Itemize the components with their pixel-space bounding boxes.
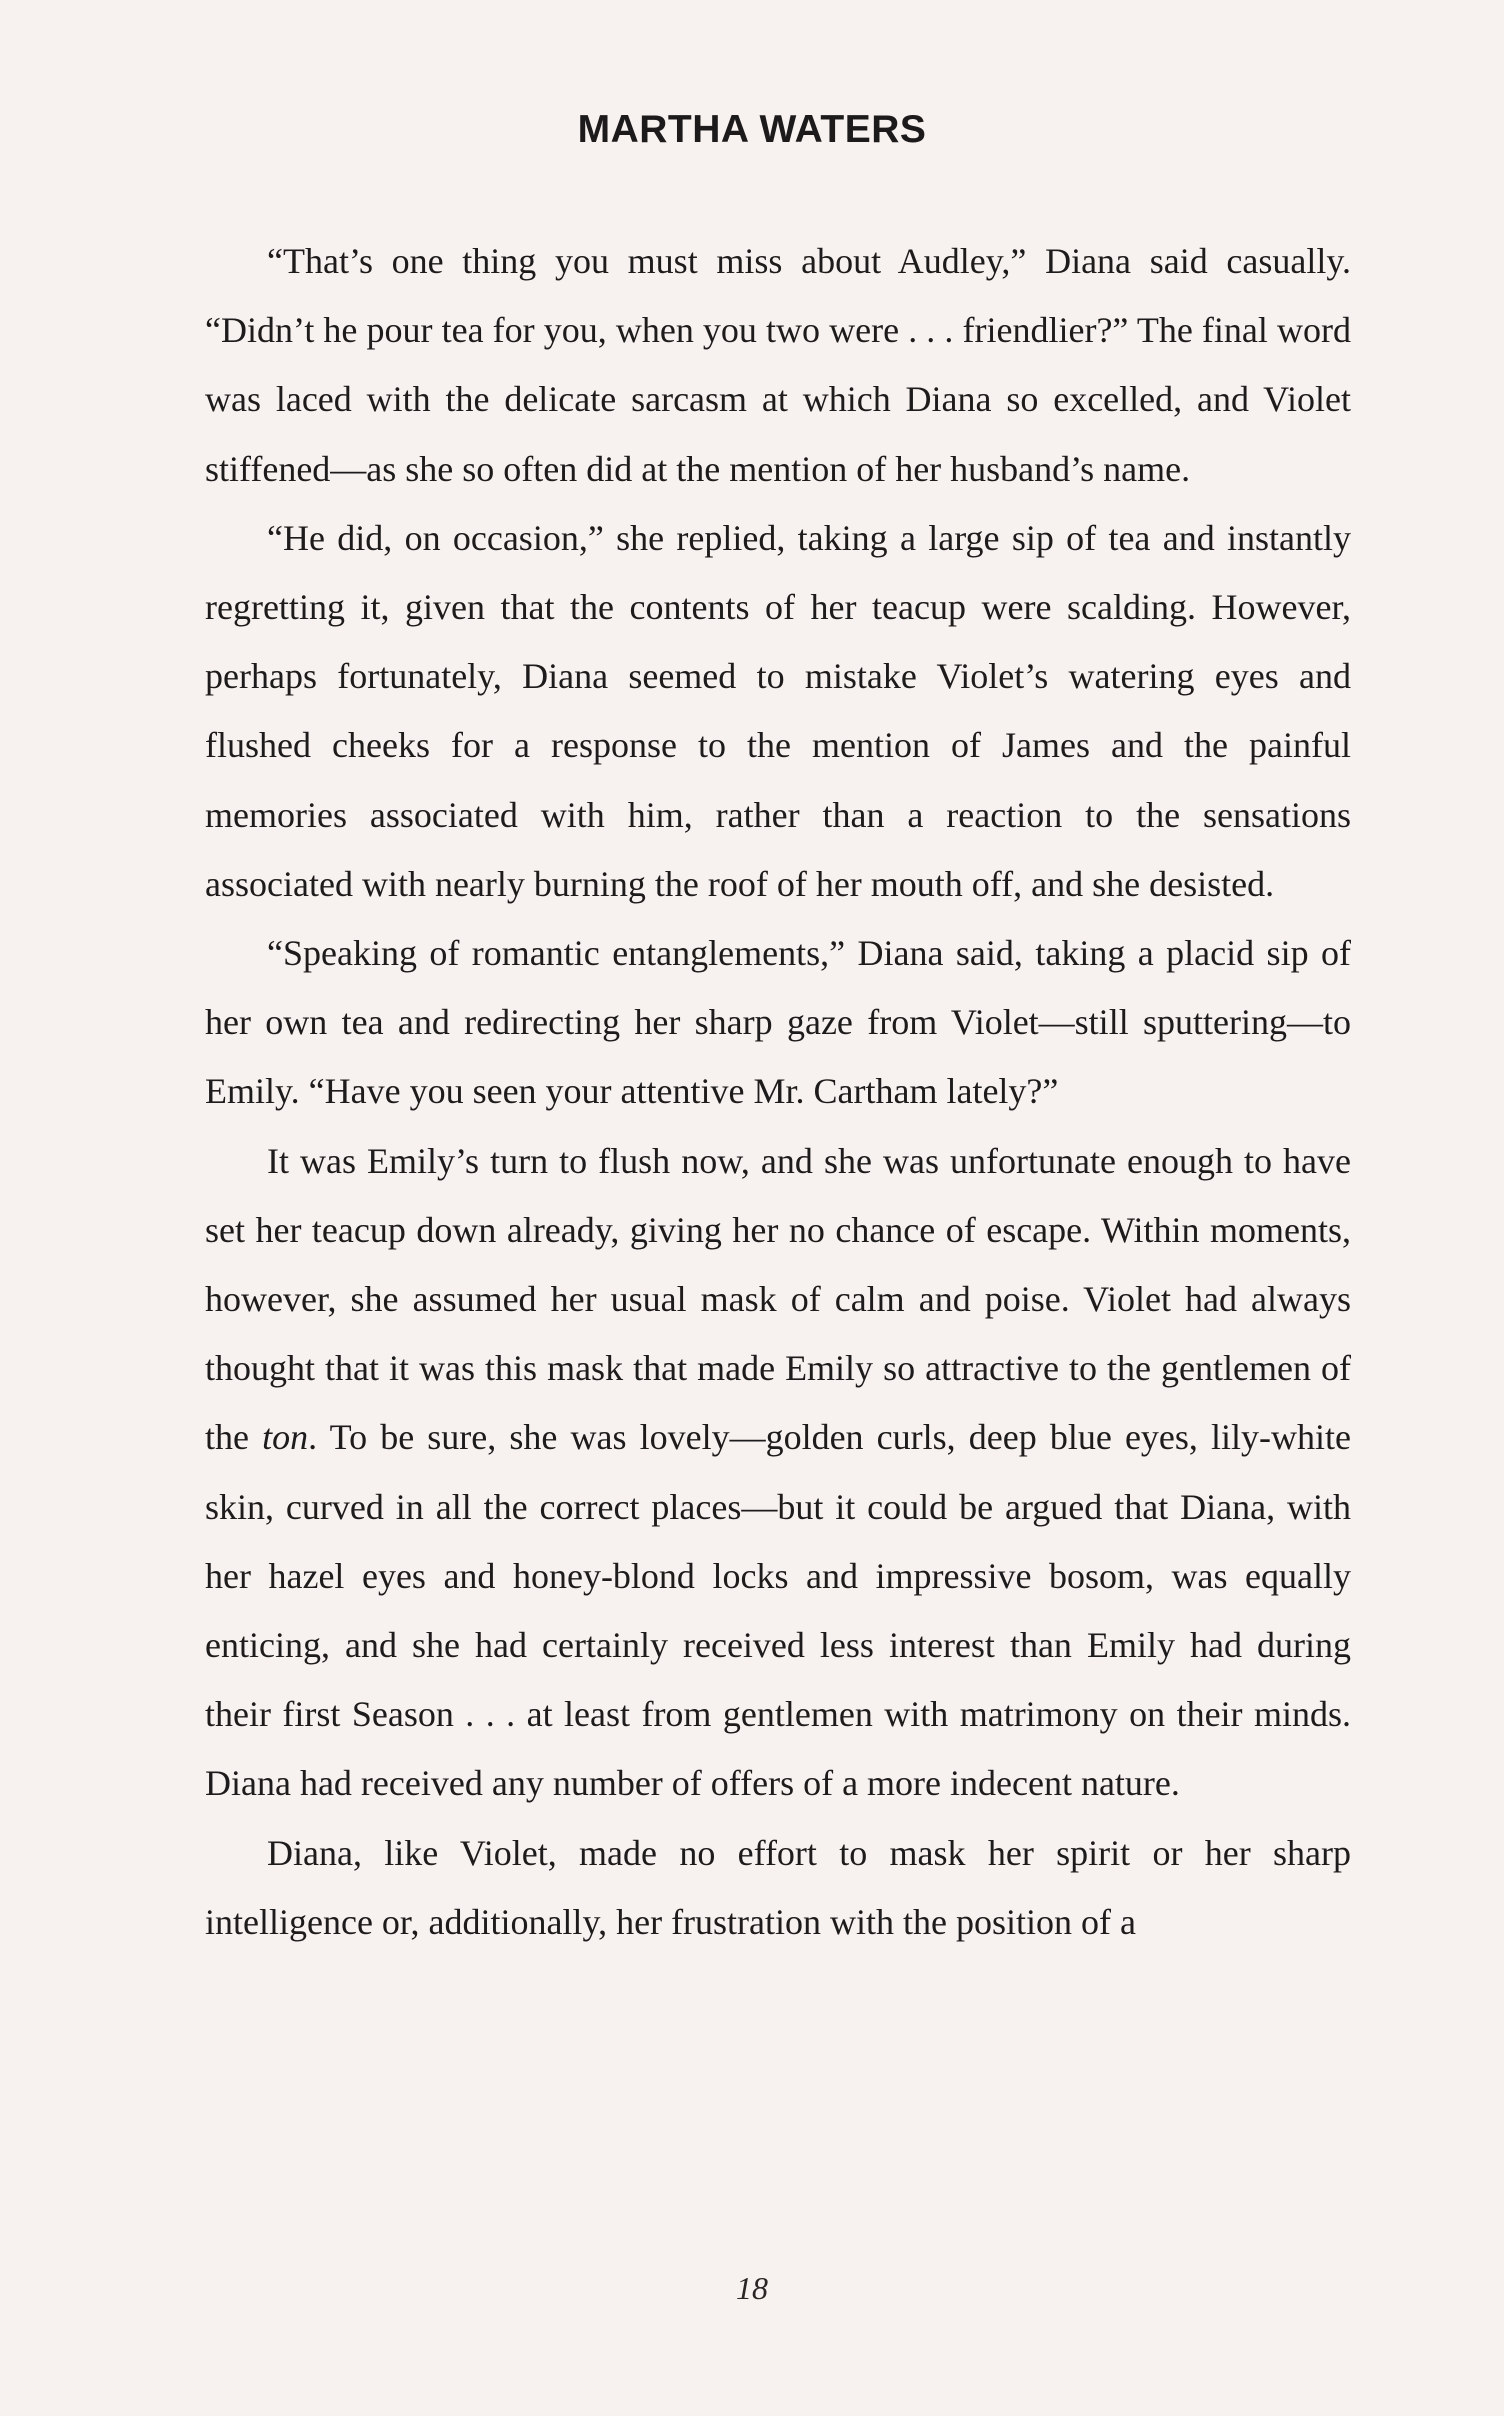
paragraph: It was Emily’s turn to flush now, and she was unfortunate enough to have set her teacup down already, giving her no chance of escape. Within moments, however, she assumed her usual mask of calm and poise. Violet had always thought that it was this mask that made Emily so attractive to the gentlemen of the ton. To be sure, she was lovely—golden curls, deep blue eyes, lily-white skin, curved in all the correct places—but it could be argued that Diana, with her hazel eyes and honey-blond locks and impressive bosom, was equally enticing, and she had certainly received less interest than Emily had during their first Season . . . at least from gentlemen with matrimony on their minds. Diana had received any number of offers of a more indecent nature. bbox=[205, 1140, 1352, 1804]
running-head: MARTHA WATERS bbox=[577, 108, 927, 151]
body-text bbox=[205, 227, 1351, 1957]
paragraph: Diana, like Violet, made no effort to mask her spirit or her sharp intelligence or, additionally, her frustration with the position of a bbox=[205, 1832, 1351, 1942]
page-number: 18 bbox=[736, 2270, 768, 2306]
paragraph: “Speaking of romantic entanglements,” Diana said, taking a placid sip of her own tea and redirecting her sharp gaze from Violet—still sputtering—to Emily. “Have you seen your attentive Mr. Cartham lately?” bbox=[205, 933, 1351, 1112]
italic-word: ton bbox=[262, 1417, 309, 1458]
paragraph: “That’s one thing you must miss about Audley,” Diana said casually. “Didn’t he pour tea for you, when you two were . . . friendlier?” The final word was laced with the delicate sarcasm at which Diana so excelled, and Violet stiffened—as she so often did at the mention of her husband’s name. bbox=[205, 241, 1351, 489]
paragraph: “He did, on occasion,” she replied, taking a large sip of tea and instantly regretting it, given that the contents of her teacup were scalding. However, perhaps fortunately, Diana seemed to mistake Violet’s watering eyes and flushed cheeks for a response to the mention of James and the painful memories associated with him, rather than a reaction to the sensations associated with nearly burning the roof of her mouth off, and she desisted. bbox=[205, 517, 1351, 904]
